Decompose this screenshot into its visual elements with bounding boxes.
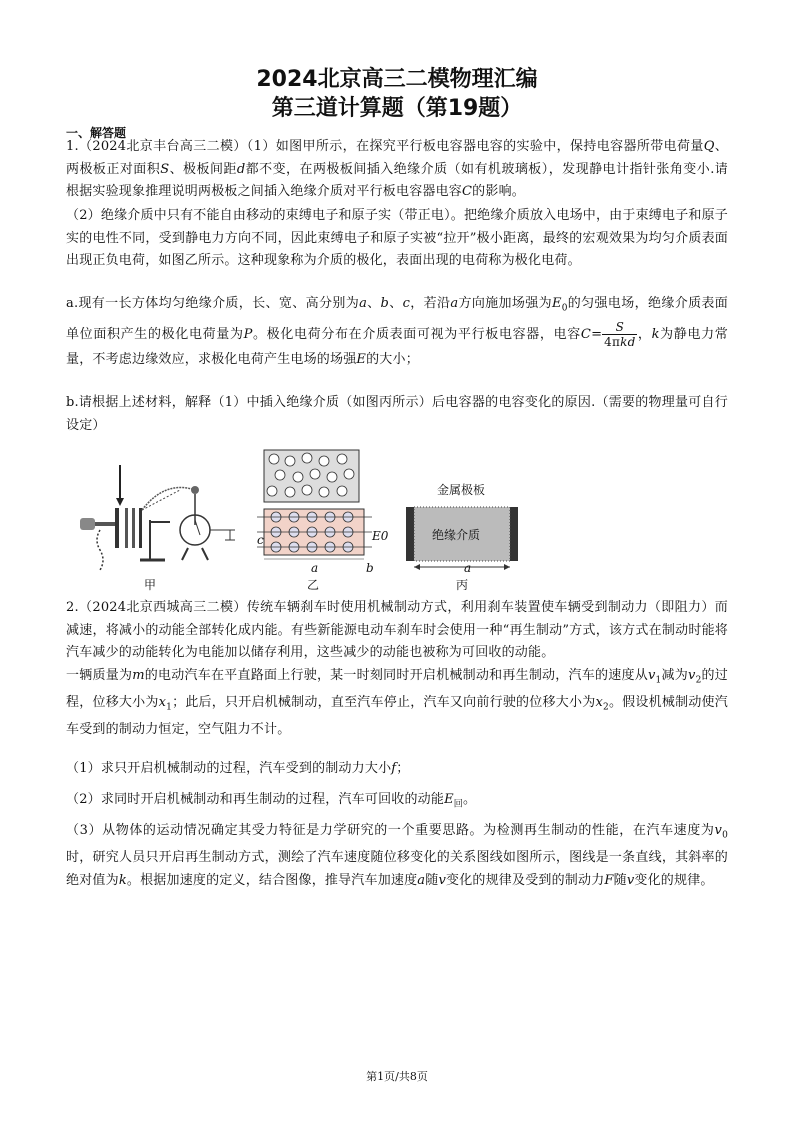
q2-setup: 一辆质量为m的电动汽车在平直路面上行驶，某一时刻同时开启机械制动和再生制动，汽车的速度从$v_1$减为$v_2$的过程，位移大小为$x_1$；此后，只开启机械制动，直至汽车停止，汽车又向前行驶的位移大小为$x_2$。假设机械制动使汽车受到的制动力恒定，空气阻力不计。: [66, 668, 728, 738]
q2-intro: 2.（2024北京西城高三二模）传统车辆刹车时使用机械制动方式，利用刹车装置使车辆受到制动力（即阻力）而减速，将减小的动能全部转化成内能。有些新能源电动车刹车时会使用一种“再生制动”方式，该方式在制动时能将汽车减少的动能转化为电能加以储存利用，这些减少的动能也被称为可回收的动能。: [66, 600, 728, 660]
figure-jia-apparatus: [70, 460, 242, 575]
label-E0: E0: [372, 529, 389, 543]
page-subtitle: 第三道计算题（第19题）: [271, 96, 523, 121]
caption-jia: 甲: [144, 578, 157, 592]
section-heading: 一、解答题: [66, 126, 127, 140]
page-footer: 第1页/共8页: [366, 1070, 428, 1083]
q2-sub1: （1）求只开启机械制动的过程，汽车受到的制动力大小f；: [66, 761, 410, 776]
q1-part1: 1.（2024北京丰台高三二模）（1）如图甲所示，在探究平行板电容器电容的实验中，保持电容器所带电荷量Q、两极板正对面积S、极板间距d都不变，在两极板间插入绝缘介质（如有机玻璃板），发现静电计指针张角变小.请根据实验现象推理说明两极板之间插入绝缘介质对平行板电容器电容C的影响。: [66, 139, 729, 199]
label-a-bing: a: [464, 561, 472, 575]
q2-sub3: （3）从物体的运动情况确定其受力特征是力学研究的一个重要思路。为检测再生制动的性能，在汽车速度为$v_0$时，研究人员只开启再生制动方式，测绘了汽车速度随位移变化的关系图线如图所示，图线是一条直线，其斜率的绝对值为k。根据加速度的定义，结合图像，推导汽车加速度a随v变化的规律及受到的制动力F随v变化的规律。: [66, 823, 728, 888]
page-title: 2024北京高三二模物理汇编: [256, 67, 538, 92]
caption-yi: 乙: [307, 578, 320, 592]
q1-part-b: b.请根据上述材料，解释（1）中插入绝缘介质（如图丙所示）后电容器的电容变化的原因.（需要的物理量可自行设定）: [66, 395, 728, 433]
label-c: c: [257, 533, 264, 547]
figure-yi-polarization: [252, 447, 382, 575]
caption-bing: 丙: [456, 578, 469, 592]
label-b: b: [366, 561, 374, 575]
label-dielectric: 绝缘介质: [432, 528, 481, 542]
q2-sub2: （2）求同时开启机械制动和再生制动的过程，汽车可回收的动能$E_回$。: [66, 792, 477, 810]
label-a-yi: a: [311, 561, 319, 575]
q1-part2: （2）绝缘介质中只有不能自由移动的束缚电子和原子实（带正电）。把绝缘介质放入电场中，由于束缚电子和原子实的电性不同，受到静电力方向不同，因此束缚电子和原子实被“拉开”极小距离，最终的宏观效果为均匀介质表面出现正负电荷，如图乙所示。这种现象称为介质的极化，表面出现的电荷称为极化电荷。: [66, 208, 728, 268]
label-metal-plate: 金属极板: [437, 483, 486, 497]
q1-part-a: a.现有一长方体均匀绝缘介质，长、宽、高分别为a、b、c，若沿a方向施加场强为$E_0$的匀强电场，绝缘介质表面单位面积产生的极化电荷量为P。极化电荷分布在介质表面可视为平行板电容器，电容C= $\frac{S}{\text{4πkd}}$ ，k为静电力常量，不考虑边缘效应，求极化电荷产生电场的场强E的大小；: [66, 296, 728, 368]
